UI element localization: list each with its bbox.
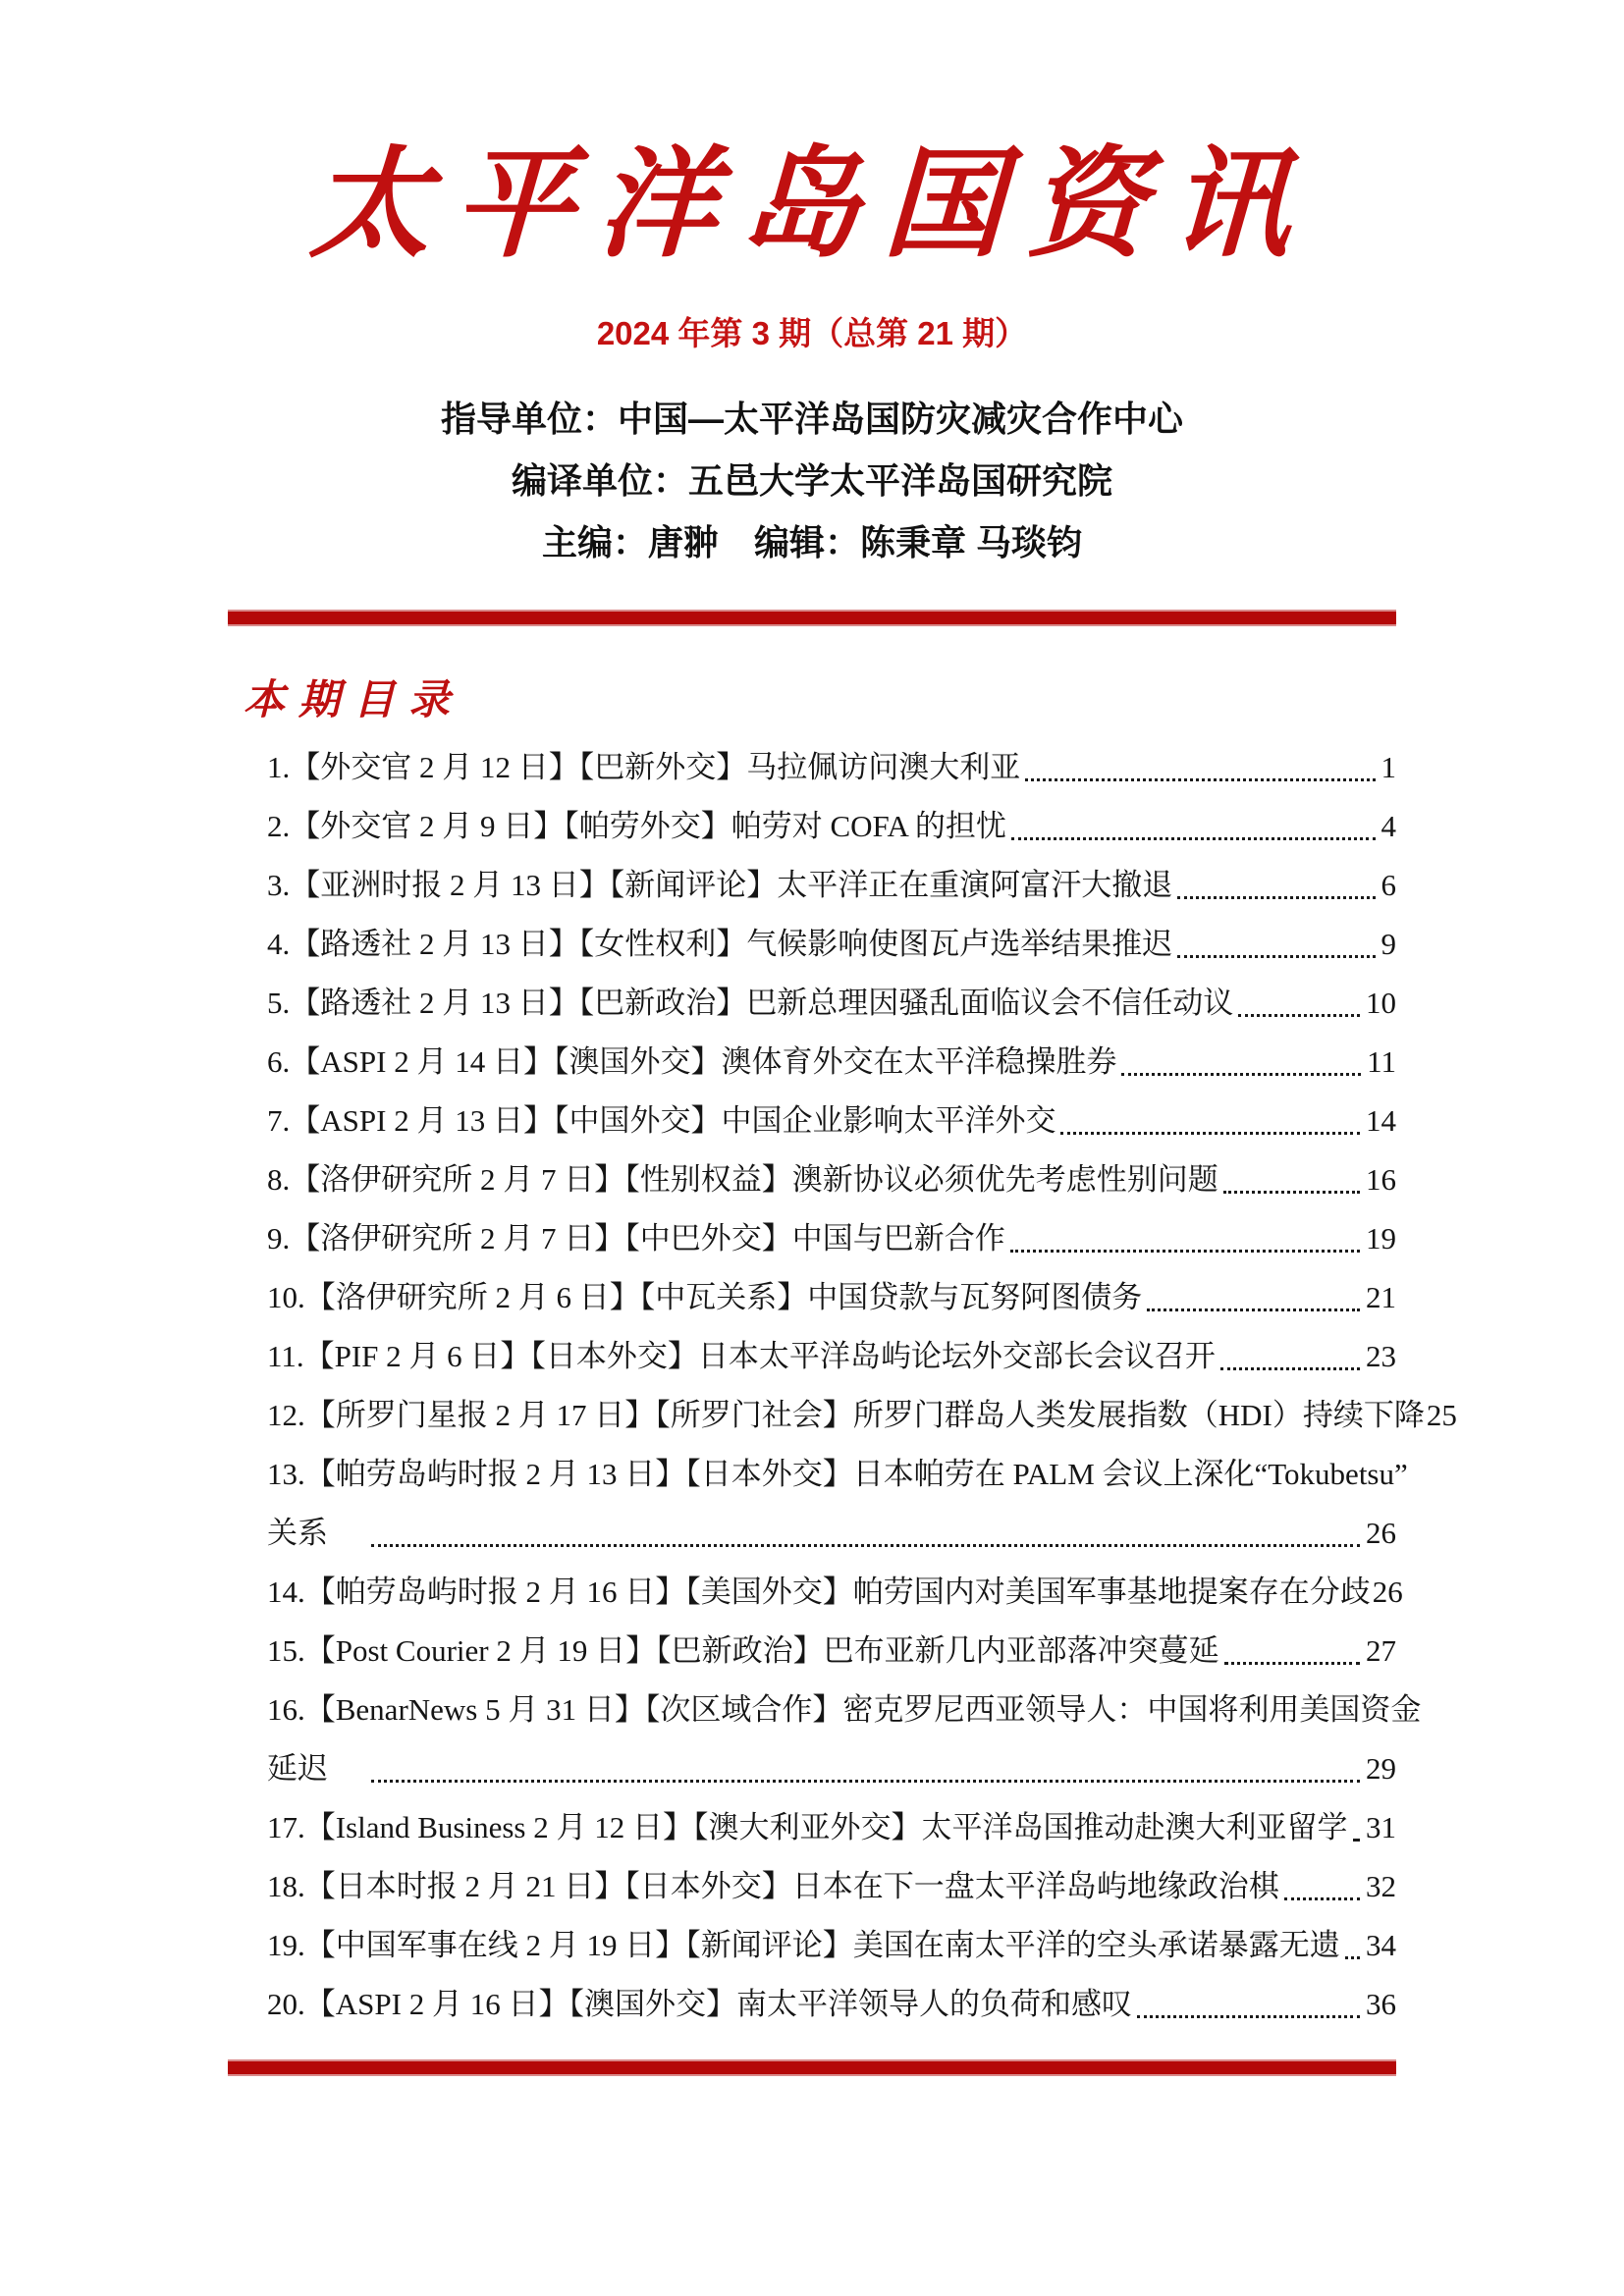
- toc-item: [267, 856, 1396, 915]
- toc-page-number: 6: [1380, 867, 1396, 902]
- toc-page-number: 11: [1367, 1043, 1396, 1079]
- toc-item: [267, 1033, 1396, 1092]
- toc-item-text: 11.【PIF 2 月 6 日】【日本外交】日本太平洋岛屿论坛外交部长会议召开: [267, 1338, 1216, 1373]
- toc-page-number: [1421, 1681, 1423, 1739]
- toc-dots-leader: [1348, 1798, 1365, 1857]
- top-divider-rule: [228, 610, 1396, 626]
- toc-item: [267, 915, 1396, 974]
- toc-item-text: 7.【ASPI 2 月 13 日】【中国外交】中国企业影响太平洋外交: [267, 1102, 1056, 1138]
- toc-page-number: 1: [1380, 749, 1396, 784]
- toc-item-text: 13.【帕劳岛屿时报 2 月 13 日】【日本外交】日本帕劳在 PALM 会议上深化“Tokubetsu”: [267, 1456, 1408, 1491]
- toc-item: [267, 974, 1396, 1033]
- toc-item-text: 1.【外交官 2 月 12 日】【巴新外交】马拉佩访问澳大利亚: [267, 749, 1021, 784]
- content-column: [228, 126, 1457, 2076]
- toc-item-text: 8.【洛伊研究所 2 月 7 日】【性别权益】澳新协议必须优先考虑性别问题: [267, 1161, 1218, 1197]
- toc-item-text: 延迟: [267, 1750, 328, 1786]
- toc-item-text: 19.【中国军事在线 2 月 19 日】【新闻评论】美国在南太平洋的空头承诺暴露无遗: [267, 1927, 1340, 1962]
- toc-page-number: [1408, 1445, 1410, 1504]
- issue-line: 2024 年第 3 期（总第 21 期）: [596, 314, 1028, 351]
- toc-item: [267, 797, 1396, 856]
- toc-item-text: 18.【日本时报 2 月 21 日】【日本外交】日本在下一盘太平洋岛屿地缘政治棋: [267, 1868, 1279, 1903]
- toc-item-text: 关系: [267, 1515, 328, 1550]
- toc-page-number: 34: [1366, 1927, 1396, 1962]
- toc-dots-leader: [328, 1739, 1364, 1798]
- toc-page-number: 25: [1426, 1397, 1457, 1432]
- toc-item: [267, 1504, 1396, 1563]
- toc-item-text: 4.【路透社 2 月 13 日】【女性权利】气候影响使图瓦卢选举结果推迟: [267, 926, 1173, 961]
- toc-dots-leader: [1132, 1975, 1364, 2034]
- toc-page-number: 23: [1366, 1338, 1396, 1373]
- toc-item-text: 15.【Post Courier 2 月 19 日】【巴新政治】巴布亚新几内亚部落冲突蔓延: [267, 1632, 1219, 1668]
- toc-page-number: 19: [1366, 1220, 1396, 1255]
- bottom-divider-rule: [228, 2059, 1396, 2076]
- toc-dots-leader: [1219, 1622, 1364, 1681]
- toc-item: [267, 1092, 1396, 1150]
- toc-item-text: 16.【BenarNews 5 月 31 日】【次区域合作】密克罗尼西亚领导人：中国将利用美国资金: [267, 1691, 1422, 1727]
- translator-line: 编译单位：五邑大学太平洋岛国研究院: [511, 459, 1112, 501]
- toc-item-text: 14.【帕劳岛屿时报 2 月 16 日】【美国外交】帕劳国内对美国军事基地提案存在分歧: [267, 1574, 1371, 1609]
- toc-item-text: 12.【所罗门星报 2 月 17 日】【所罗门社会】所罗门群岛人类发展指数（HDI）持续下降: [267, 1397, 1425, 1432]
- toc-page-number: 9: [1380, 926, 1396, 961]
- toc-item: [267, 1327, 1396, 1386]
- toc-page-number: 29: [1366, 1750, 1396, 1786]
- toc-item-text: 10.【洛伊研究所 2 月 6 日】【中瓦关系】中国贷款与瓦努阿图债务: [267, 1279, 1143, 1314]
- toc-item-text: 6.【ASPI 2 月 14 日】【澳国外交】澳体育外交在太平洋稳操胜券: [267, 1043, 1117, 1079]
- masthead-org-block: [228, 400, 1396, 561]
- toc-item: [267, 1150, 1396, 1209]
- toc-item: [267, 1798, 1396, 1857]
- toc-item: [267, 1445, 1408, 1504]
- toc-item: [267, 738, 1396, 797]
- toc-item-text: 3.【亚洲时报 2 月 13 日】【新闻评论】太平洋正在重演阿富汗大撤退: [267, 867, 1173, 902]
- toc-item: [267, 1975, 1396, 2034]
- editors-line: 主编：唐翀 编辑：陈秉章 马琰钧: [541, 521, 1082, 562]
- toc-dots-leader: [1172, 856, 1379, 915]
- supervisor-line: 指导单位：中国—太平洋岛国防灾减灾合作中心: [440, 398, 1183, 439]
- toc-item: [267, 1268, 1396, 1327]
- toc-item: [267, 1739, 1396, 1798]
- toc-dots-leader: [1218, 1150, 1364, 1209]
- toc-item: [267, 1857, 1396, 1916]
- toc-item: [267, 1622, 1396, 1681]
- toc-page-number: 14: [1366, 1102, 1396, 1138]
- toc-page-number: 21: [1366, 1279, 1396, 1314]
- toc-page-number: 16: [1366, 1161, 1396, 1197]
- toc-page-number: 31: [1366, 1809, 1396, 1844]
- toc-dots-leader: [1233, 974, 1364, 1033]
- toc-item: [267, 1916, 1396, 1975]
- toc-dots-leader: [328, 1504, 1364, 1563]
- toc-item: [267, 1209, 1396, 1268]
- toc-dots-leader: [1279, 1857, 1364, 1916]
- toc-list: [228, 738, 1457, 2034]
- toc-dots-leader: [1056, 1092, 1364, 1150]
- toc-page-number: 36: [1366, 1986, 1396, 2021]
- toc-dots-leader: [1006, 797, 1380, 856]
- toc-page-number: 32: [1366, 1868, 1396, 1903]
- toc-item-text: 20.【ASPI 2 月 16 日】【澳国外交】南太平洋领导人的负荷和感叹: [267, 1986, 1132, 2021]
- toc-item-text: 9.【洛伊研究所 2 月 7 日】【中巴外交】中国与巴新合作: [267, 1220, 1005, 1255]
- toc-page-number: 26: [1372, 1574, 1403, 1609]
- toc-item-text: 17.【Island Business 2 月 12 日】【澳大利亚外交】太平洋岛国推动赴澳大利亚留学: [267, 1809, 1348, 1844]
- toc-item: [267, 1563, 1403, 1622]
- toc-item: [267, 1681, 1422, 1739]
- toc-heading: 本期目录: [244, 674, 464, 723]
- toc-dots-leader: [1142, 1268, 1364, 1327]
- toc-page-number: 4: [1380, 808, 1396, 843]
- toc-dots-leader: [1216, 1327, 1364, 1386]
- toc-item: [267, 1386, 1457, 1445]
- toc-dots-leader: [1340, 1916, 1364, 1975]
- toc-dots-leader: [1116, 1033, 1365, 1092]
- toc-page-number: 10: [1366, 985, 1396, 1020]
- toc-item-text: 2.【外交官 2 月 9 日】【帕劳外交】帕劳对 COFA 的担忧: [267, 808, 1006, 843]
- toc-page-number: 27: [1366, 1632, 1396, 1668]
- masthead-title: 太平洋岛国资讯: [307, 133, 1317, 274]
- toc-dots-leader: [1172, 915, 1379, 974]
- toc-dots-leader: [1020, 738, 1379, 797]
- toc-item-text: 5.【路透社 2 月 13 日】【巴新政治】巴新总理因骚乱面临议会不信任动议: [267, 985, 1234, 1020]
- toc-dots-leader: [1005, 1209, 1364, 1268]
- toc-page-number: 26: [1366, 1515, 1396, 1550]
